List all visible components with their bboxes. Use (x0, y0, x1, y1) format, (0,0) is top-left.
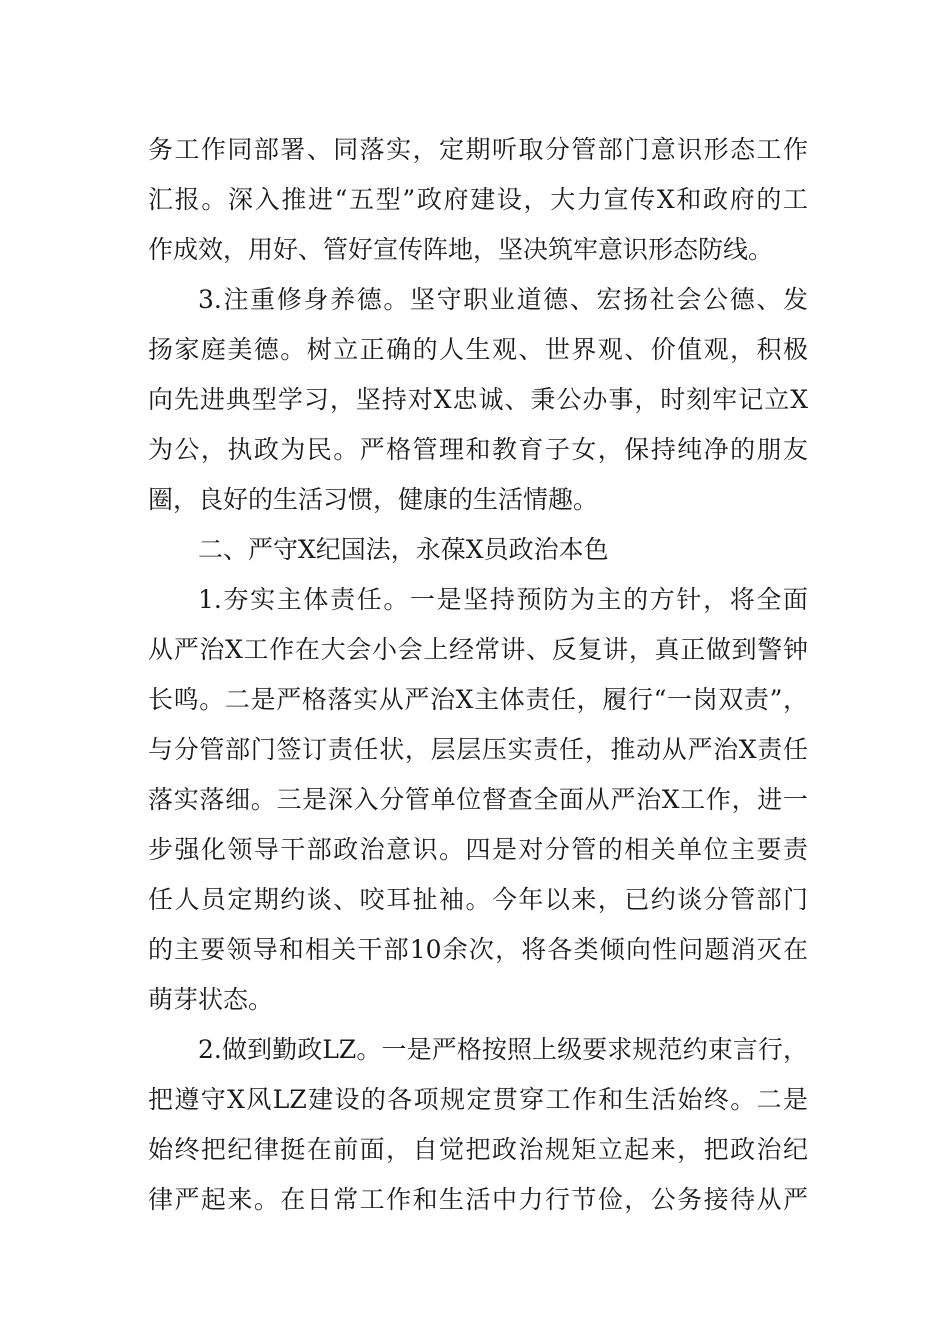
text-line: 为公，执政为民。严格管理和教育子女，保持纯净的朋友 (148, 435, 808, 464)
text-line: 始终把纪律挺在前面，自觉把政治规矩立起来，把政治纪 (148, 1135, 808, 1164)
text-line: 长鸣。二是严格落实从严治X主体责任，履行“一岗双责”， (148, 685, 808, 714)
text-line: 萌芽状态。 (148, 985, 274, 1014)
text-line: 作成效，用好、管好宣传阵地，坚决筑牢意识形态防线。 (148, 235, 774, 264)
text-line: 把遵守X风LZ建设的各项规定贯穿工作和生活始终。二是 (148, 1085, 808, 1114)
text-line: 1.夯实主体责任。一是坚持预防为主的方针，将全面 (198, 585, 808, 614)
text-line: 从严治X工作在大会小会上经常讲、反复讲，真正做到警钟 (148, 635, 808, 664)
text-line: 2.做到勤政LZ。一是严格按照上级要求规范约束言行， (198, 1035, 808, 1064)
text-line: 任人员定期约谈、咬耳扯袖。今年以来，已约谈分管部门 (148, 885, 808, 914)
text-line: 律严起来。在日常工作和生活中力行节俭，公务接待从严 (148, 1185, 808, 1214)
text-line: 务工作同部署、同落实，定期听取分管部门意识形态工作 (148, 135, 808, 164)
text-line: 扬家庭美德。树立正确的人生观、世界观、价值观，积极 (148, 335, 808, 364)
text-line: 3.注重修身养德。坚守职业道德、宏扬社会公德、发 (198, 285, 808, 314)
text-line: 步强化领导干部政治意识。四是对分管的相关单位主要责 (148, 835, 808, 864)
text-line: 的主要领导和相关干部10余次，将各类倾向性问题消灭在 (148, 935, 808, 964)
text-line: 与分管部门签订责任状，层层压实责任，推动从严治X责任 (148, 735, 808, 764)
text-line: 向先进典型学习，坚持对X忠诚、秉公办事，时刻牢记立X (148, 385, 808, 414)
text-line: 圈，良好的生活习惯，健康的生活情趣。 (148, 485, 599, 514)
text-line: 汇报。深入推进“五型”政府建设，大力宣传X和政府的工 (148, 185, 808, 214)
text-line: 落实落细。三是深入分管单位督查全面从严治X工作，进一 (148, 785, 808, 814)
section-heading: 二、严守X纪国法，永葆X员政治本色 (198, 535, 609, 564)
